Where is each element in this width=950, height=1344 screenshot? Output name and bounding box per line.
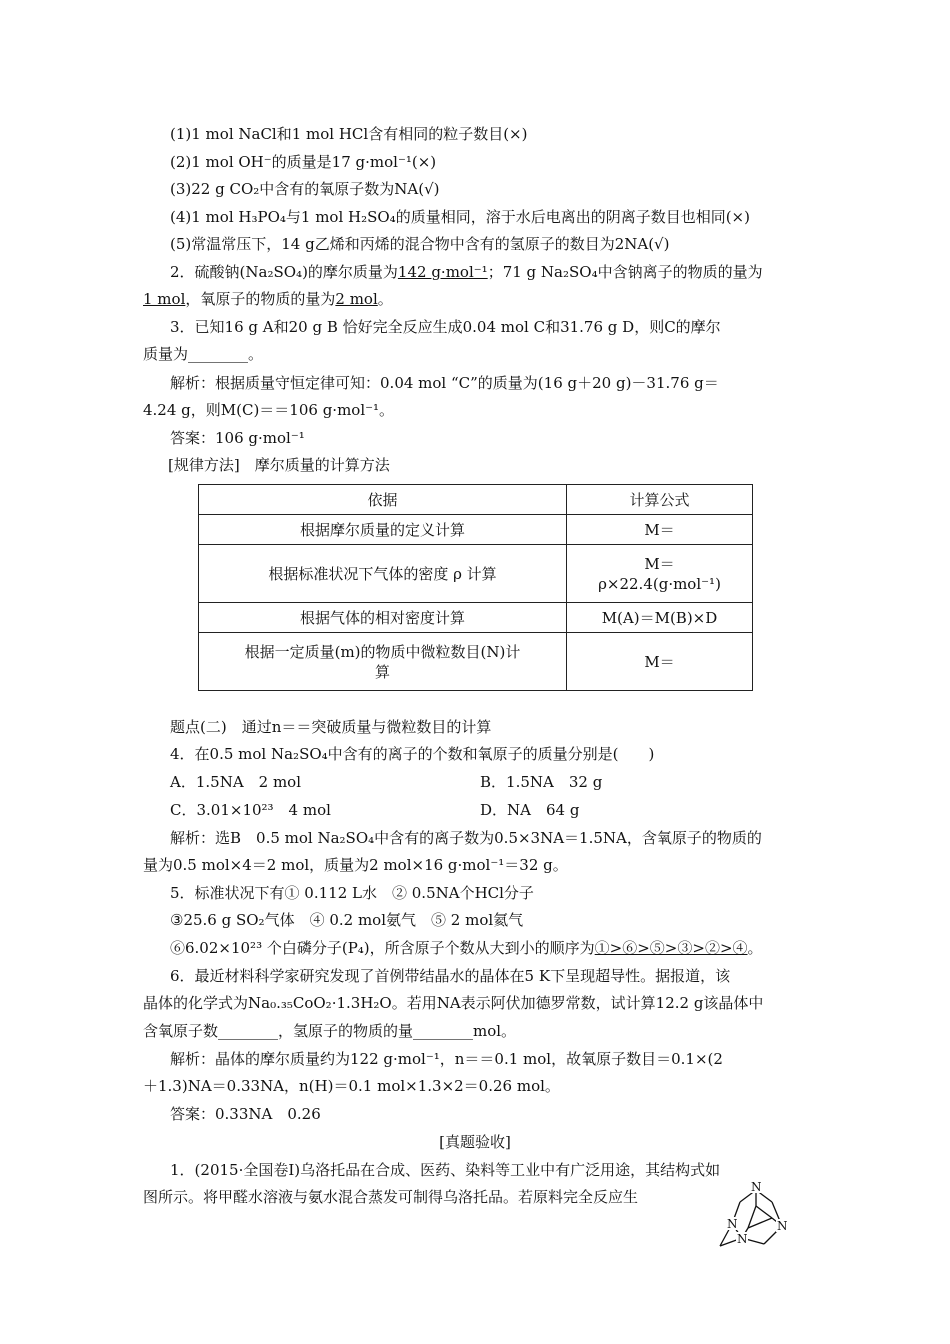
- real-question-1-line-2: 图所示。将甲醛水溶液与氨水混合蒸发可制得乌洛托品。若原料完全反应生: [143, 1188, 639, 1206]
- option-a: A．1.5NA 2 mol: [170, 773, 302, 791]
- analysis-4-line-1: 解析：选B 0.5 mol Na₂SO₄中含有的离子数为0.5×3NA＝1.5NA，含氧原子的物质的: [170, 829, 762, 847]
- question-2-line-2: 1 mol，氧原子的物质的量为2 mol。: [143, 290, 393, 308]
- table-cell-basis: 根据气体的相对密度计算: [199, 603, 567, 633]
- analysis-6-line-1: 解析：晶体的摩尔质量约为122 g·mol⁻¹，n＝＝0.1 mol，故氧原子数目＝0.1×(2: [170, 1050, 723, 1068]
- table-cell-formula: M(A)＝M(B)×D: [567, 603, 753, 633]
- answer-blank: 142 g·mol⁻¹: [397, 263, 488, 281]
- question-3-line-1: 3．已知16 g A和20 g B 恰好完全反应生成0.04 mol C和31.76 g D，则C的摩尔: [170, 318, 721, 336]
- judgement-item-3: (3)22 g CO₂中含有的氧原子数为NA(√): [170, 180, 440, 198]
- question-5-line-2: ③25.6 g SO₂气体 ④ 0.2 mol氨气 ⑤ 2 mol氦气: [170, 911, 524, 929]
- section-title: [真题验收]: [439, 1133, 511, 1151]
- analysis-3-line-1: 解析：根据质量守恒定律可知：0.04 mol “C”的质量为(16 g＋20 g)－31.76 g＝: [170, 374, 719, 392]
- nitrogen-atom-label: N: [727, 1217, 738, 1231]
- topic-2-title: 题点(二) 通过n＝＝突破质量与微粒数目的计算: [170, 718, 492, 736]
- question-3-line-2: 质量为________。: [143, 345, 264, 363]
- table-cell-basis: 根据一定质量(m)的物质中微粒数目(N)计 算: [199, 633, 567, 691]
- table-cell-basis: 根据摩尔质量的定义计算: [199, 515, 567, 545]
- option-c: C．3.01×10²³ 4 mol: [170, 801, 331, 819]
- urotropine-structure-diagram: [712, 1176, 807, 1256]
- analysis-6-line-2: ＋1.3)NA＝0.33NA，n(H)＝0.1 mol×1.3×2＝0.26 mol。: [143, 1077, 560, 1095]
- judgement-item-4: (4)1 mol H₃PO₄与1 mol H₂SO₄的质量相同，溶于水后电离出的阴离子数目也相同(×): [170, 208, 750, 226]
- question-5-line-1: 5．标准状况下有① 0.112 L水 ② 0.5NA个HCl分子: [170, 884, 534, 902]
- molar-mass-method-table: [198, 484, 753, 691]
- judgement-item-5: (5)常温常压下，14 g乙烯和丙烯的混合物中含有的氢原子的数目为2NA(√): [170, 235, 670, 253]
- judgement-item-1: (1)1 mol NaCl和1 mol HCl含有相同的粒子数目(×): [170, 125, 528, 143]
- table-cell-formula: M＝: [567, 515, 753, 545]
- table-row: [199, 545, 753, 603]
- table-cell-formula: M＝: [567, 633, 753, 691]
- question-5-line-3: ⑥6.02×10²³ 个白磷分子(P₄)，所含原子个数从大到小的顺序为①>⑥>⑤>③>②>④。: [170, 939, 763, 957]
- table-row: [199, 633, 753, 691]
- question-2-line-1: 2．硫酸钠(Na₂SO₄)的摩尔质量为142 g·mol⁻¹；71 g Na₂SO₄中含钠离子的物质的量为: [170, 263, 763, 281]
- nitrogen-atom-label: N: [751, 1180, 762, 1194]
- analysis-4-line-2: 量为0.5 mol×4＝2 mol，质量为2 mol×16 g·mol⁻¹＝32 g。: [143, 856, 568, 874]
- nitrogen-atom-label: N: [777, 1219, 788, 1233]
- answer-blank: 2 mol: [335, 290, 378, 308]
- table-header-basis: 依据: [199, 485, 567, 515]
- option-d: D．NA 64 g: [480, 801, 580, 819]
- question-4: 4．在0.5 mol Na₂SO₄中含有的离子的个数和氧原子的质量分别是( ): [170, 745, 655, 763]
- table-cell-basis: 根据标准状况下气体的密度 ρ 计算: [199, 545, 567, 603]
- answer-blank: ①>⑥>⑤>③>②>④: [594, 939, 748, 957]
- table-row: [199, 515, 753, 545]
- judgement-item-2: (2)1 mol OH⁻的质量是17 g·mol⁻¹(×): [170, 153, 437, 171]
- question-6-line-2: 晶体的化学式为Na₀.₃₅CoO₂·1.3H₂O。若用NA表示阿伏加德罗常数，试计算12.2 g该晶体中: [143, 994, 764, 1012]
- table-row: [199, 603, 753, 633]
- table-cell-formula: M＝ ρ×22.4(g·mol⁻¹): [567, 545, 753, 603]
- rule-method-title: [规律方法] 摩尔质量的计算方法: [168, 456, 390, 474]
- real-question-1-line-1: 1．(2015·全国卷Ⅰ)乌洛托品在合成、医药、染料等工业中有广泛用途，其结构式如: [170, 1161, 721, 1179]
- analysis-3-line-2: 4.24 g，则M(C)＝＝106 g·mol⁻¹。: [143, 401, 395, 419]
- question-6-line-3: 含氧原子数________，氢原子的物质的量________mol。: [143, 1022, 517, 1040]
- answer-3: 答案：106 g·mol⁻¹: [170, 429, 305, 447]
- option-b: B．1.5NA 32 g: [480, 773, 603, 791]
- question-6-line-1: 6．最近材料科学家研究发现了首例带结晶水的晶体在5 K下呈现超导性。据报道，该: [170, 967, 731, 985]
- table-header-formula: 计算公式: [567, 485, 753, 515]
- answer-6: 答案：0.33NA 0.26: [170, 1105, 321, 1123]
- nitrogen-atom-label: N: [737, 1232, 748, 1246]
- answer-blank: 1 mol: [143, 290, 186, 308]
